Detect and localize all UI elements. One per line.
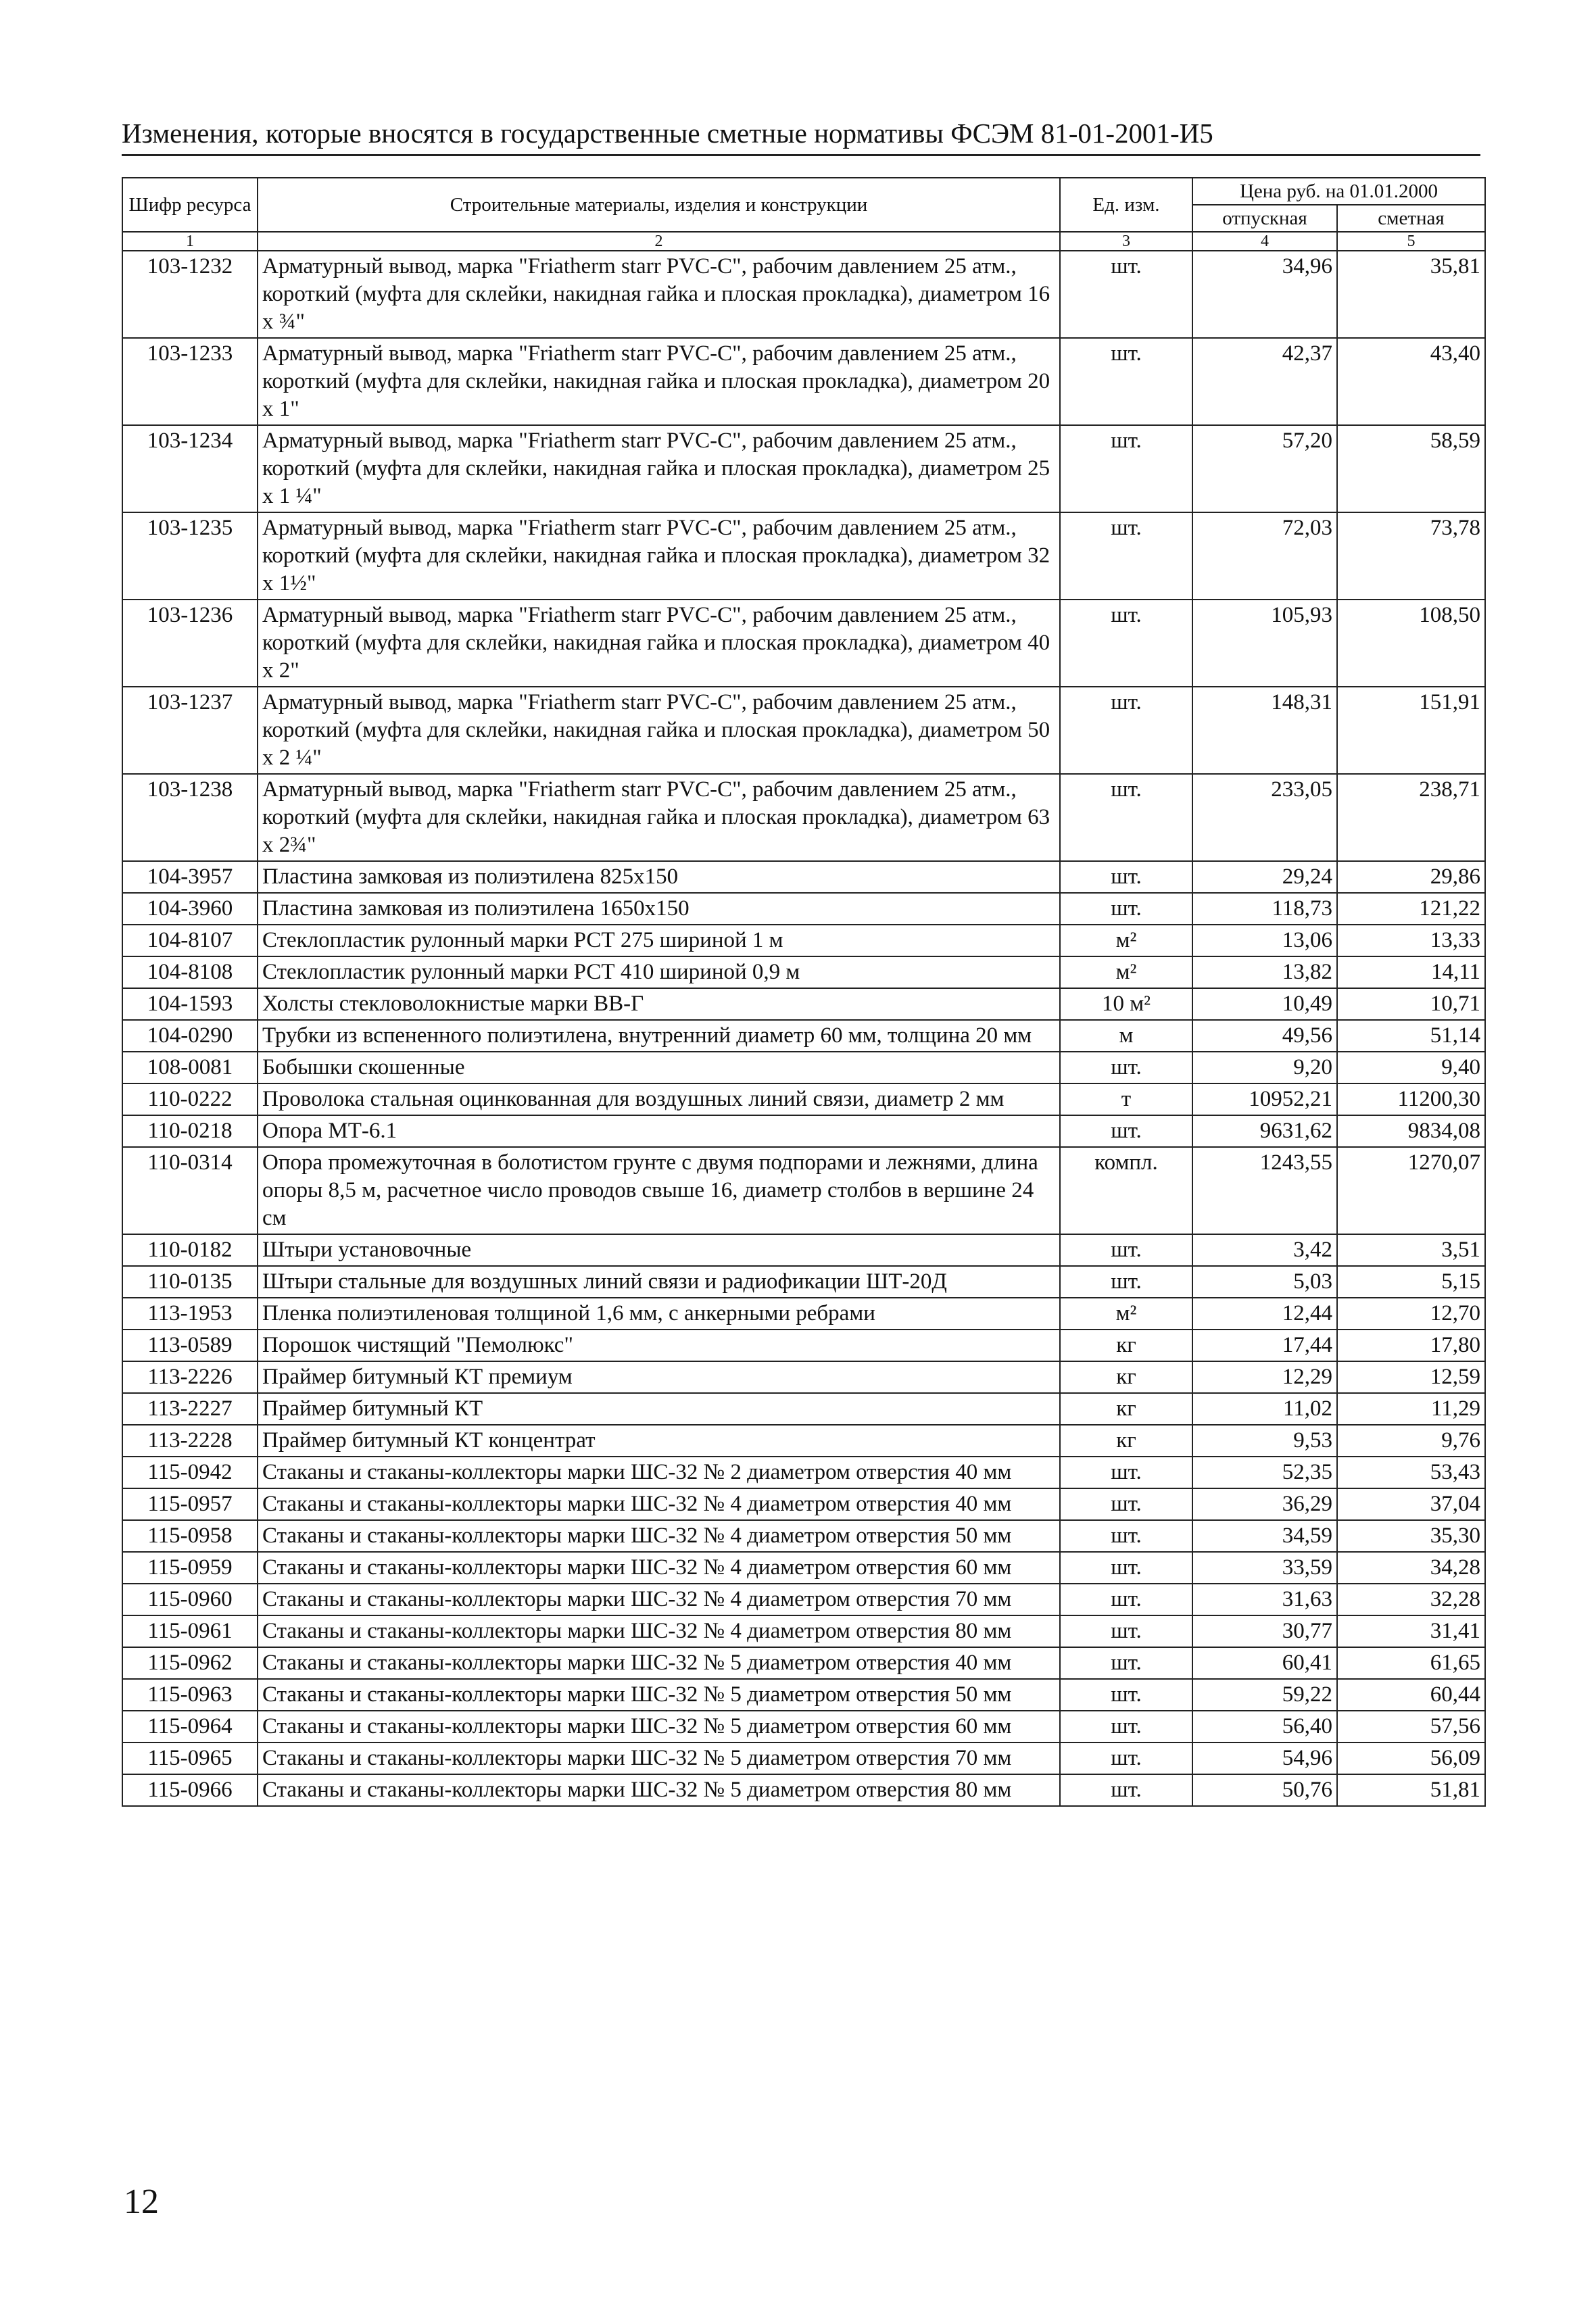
release-price: 72,03 xyxy=(1192,512,1337,600)
unit: шт. xyxy=(1060,1115,1192,1147)
table-row xyxy=(122,988,1485,1020)
unit: шт. xyxy=(1060,425,1192,512)
table-row xyxy=(122,1457,1485,1488)
column-header-price-group: Цена руб. на 01.01.2000 xyxy=(1192,178,1485,205)
material-name: Арматурный вывод, марка "Friatherm starr PVC-C", рабочим давлением 25 атм., короткий (муфта для склейки, накидная гайка и плоская прокладка), диаметром 16 х ¾" xyxy=(258,251,1060,338)
material-name: Стаканы и стаканы-коллекторы марки ШС-32 № 4 диаметром отверстия 70 мм xyxy=(258,1584,1060,1615)
unit: кг xyxy=(1060,1330,1192,1361)
material-name: Стаканы и стаканы-коллекторы марки ШС-32 № 4 диаметром отверстия 50 мм xyxy=(258,1520,1060,1552)
column-number: 1 xyxy=(122,232,258,251)
release-price: 33,59 xyxy=(1192,1552,1337,1584)
material-name: Трубки из вспененного полиэтилена, внутренний диаметр 60 мм, толщина 20 мм xyxy=(258,1020,1060,1052)
material-name: Штыри стальные для воздушных линий связи и радиофикации ШТ-20Д xyxy=(258,1266,1060,1298)
release-price: 118,73 xyxy=(1192,893,1337,925)
resource-code: 103-1234 xyxy=(122,425,258,512)
unit: кг xyxy=(1060,1425,1192,1457)
release-price: 5,03 xyxy=(1192,1266,1337,1298)
column-header-name: Строительные материалы, изделия и конструкции xyxy=(258,178,1060,232)
unit: шт. xyxy=(1060,1052,1192,1083)
unit: т xyxy=(1060,1083,1192,1115)
column-number: 2 xyxy=(258,232,1060,251)
estimate-price: 61,65 xyxy=(1337,1647,1485,1679)
material-name: Стаканы и стаканы-коллекторы марки ШС-32 № 5 диаметром отверстия 50 мм xyxy=(258,1679,1060,1711)
table-row xyxy=(122,1520,1485,1552)
unit: шт. xyxy=(1060,600,1192,687)
unit: м² xyxy=(1060,925,1192,956)
release-price: 9631,62 xyxy=(1192,1115,1337,1147)
estimate-price: 108,50 xyxy=(1337,600,1485,687)
material-name: Стеклопластик рулонный марки РСТ 410 шириной 0,9 м xyxy=(258,956,1060,988)
resource-code: 115-0958 xyxy=(122,1520,258,1552)
resource-code: 104-1593 xyxy=(122,988,258,1020)
table-row xyxy=(122,1266,1485,1298)
unit: шт. xyxy=(1060,1520,1192,1552)
table-row xyxy=(122,251,1485,338)
resource-price-table xyxy=(122,177,1486,1807)
estimate-price: 12,59 xyxy=(1337,1361,1485,1393)
material-name: Холсты стекловолокнистые марки ВВ-Г xyxy=(258,988,1060,1020)
table-row xyxy=(122,425,1485,512)
estimate-price: 31,41 xyxy=(1337,1615,1485,1647)
table-row xyxy=(122,1711,1485,1743)
release-price: 29,24 xyxy=(1192,861,1337,893)
estimate-price: 35,81 xyxy=(1337,251,1485,338)
release-price: 148,31 xyxy=(1192,687,1337,774)
estimate-price: 43,40 xyxy=(1337,338,1485,425)
unit: шт. xyxy=(1060,1266,1192,1298)
page-header: Изменения, которые вносятся в государственные сметные нормативы ФСЭМ 81-01-2001-И5 xyxy=(122,116,1480,156)
table-row xyxy=(122,1083,1485,1115)
unit: шт. xyxy=(1060,774,1192,861)
release-price: 56,40 xyxy=(1192,1711,1337,1743)
material-name: Стеклопластик рулонный марки РСТ 275 шириной 1 м xyxy=(258,925,1060,956)
material-name: Стаканы и стаканы-коллекторы марки ШС-32 № 5 диаметром отверстия 70 мм xyxy=(258,1743,1060,1774)
release-price: 60,41 xyxy=(1192,1647,1337,1679)
resource-code: 115-0957 xyxy=(122,1488,258,1520)
table-row xyxy=(122,1488,1485,1520)
material-name: Праймер битумный КТ концентрат xyxy=(258,1425,1060,1457)
unit: шт. xyxy=(1060,1552,1192,1584)
material-name: Стаканы и стаканы-коллекторы марки ШС-32 № 5 диаметром отверстия 60 мм xyxy=(258,1711,1060,1743)
unit: шт. xyxy=(1060,1584,1192,1615)
table-row xyxy=(122,956,1485,988)
material-name: Опора МТ-6.1 xyxy=(258,1115,1060,1147)
unit: компл. xyxy=(1060,1147,1192,1234)
material-name: Проволока стальная оцинкованная для воздушных линий связи, диаметр 2 мм xyxy=(258,1083,1060,1115)
unit: шт. xyxy=(1060,1457,1192,1488)
release-price: 105,93 xyxy=(1192,600,1337,687)
resource-code: 103-1238 xyxy=(122,774,258,861)
resource-code: 115-0963 xyxy=(122,1679,258,1711)
table-row xyxy=(122,1743,1485,1774)
unit: м xyxy=(1060,1020,1192,1052)
material-name: Пластина замковая из полиэтилена 825х150 xyxy=(258,861,1060,893)
estimate-price: 51,81 xyxy=(1337,1774,1485,1806)
material-name: Праймер битумный КТ xyxy=(258,1393,1060,1425)
estimate-price: 56,09 xyxy=(1337,1743,1485,1774)
material-name: Штыри установочные xyxy=(258,1234,1060,1266)
resource-code: 104-0290 xyxy=(122,1020,258,1052)
resource-code: 113-2226 xyxy=(122,1361,258,1393)
release-price: 49,56 xyxy=(1192,1020,1337,1052)
table-row xyxy=(122,1679,1485,1711)
material-name: Арматурный вывод, марка "Friatherm starr PVC-C", рабочим давлением 25 атм., короткий (муфта для склейки, накидная гайка и плоская прокладка), диаметром 20 х 1" xyxy=(258,338,1060,425)
unit: шт. xyxy=(1060,1711,1192,1743)
table-row xyxy=(122,1234,1485,1266)
release-price: 34,96 xyxy=(1192,251,1337,338)
column-number: 3 xyxy=(1060,232,1192,251)
estimate-price: 151,91 xyxy=(1337,687,1485,774)
unit: шт. xyxy=(1060,861,1192,893)
column-header-price-release: отпускная xyxy=(1192,205,1337,232)
resource-code: 104-8108 xyxy=(122,956,258,988)
release-price: 57,20 xyxy=(1192,425,1337,512)
table-row xyxy=(122,600,1485,687)
table-row xyxy=(122,861,1485,893)
resource-code: 113-2227 xyxy=(122,1393,258,1425)
estimate-price: 53,43 xyxy=(1337,1457,1485,1488)
unit: кг xyxy=(1060,1393,1192,1425)
resource-code: 113-1953 xyxy=(122,1298,258,1330)
estimate-price: 5,15 xyxy=(1337,1266,1485,1298)
estimate-price: 13,33 xyxy=(1337,925,1485,956)
estimate-price: 3,51 xyxy=(1337,1234,1485,1266)
estimate-price: 11200,30 xyxy=(1337,1083,1485,1115)
table-row xyxy=(122,925,1485,956)
table-row xyxy=(122,1052,1485,1083)
release-price: 3,42 xyxy=(1192,1234,1337,1266)
resource-code: 103-1236 xyxy=(122,600,258,687)
release-price: 34,59 xyxy=(1192,1520,1337,1552)
estimate-price: 35,30 xyxy=(1337,1520,1485,1552)
estimate-price: 238,71 xyxy=(1337,774,1485,861)
column-header-code: Шифр ресурса xyxy=(122,178,258,232)
release-price: 13,82 xyxy=(1192,956,1337,988)
table-row xyxy=(122,893,1485,925)
release-price: 12,29 xyxy=(1192,1361,1337,1393)
material-name: Стаканы и стаканы-коллекторы марки ШС-32 № 4 диаметром отверстия 80 мм xyxy=(258,1615,1060,1647)
unit: шт. xyxy=(1060,1743,1192,1774)
table-row xyxy=(122,1115,1485,1147)
estimate-price: 9834,08 xyxy=(1337,1115,1485,1147)
resource-code: 103-1233 xyxy=(122,338,258,425)
release-price: 42,37 xyxy=(1192,338,1337,425)
material-name: Праймер битумный КТ премиум xyxy=(258,1361,1060,1393)
column-number: 5 xyxy=(1337,232,1485,251)
resource-code: 115-0961 xyxy=(122,1615,258,1647)
table-row xyxy=(122,774,1485,861)
material-name: Арматурный вывод, марка "Friatherm starr PVC-C", рабочим давлением 25 атм., короткий (муфта для склейки, накидная гайка и плоская прокладка), диаметром 25 х 1 ¼" xyxy=(258,425,1060,512)
estimate-price: 1270,07 xyxy=(1337,1147,1485,1234)
table-row xyxy=(122,1147,1485,1234)
release-price: 9,53 xyxy=(1192,1425,1337,1457)
material-name: Стаканы и стаканы-коллекторы марки ШС-32 № 4 диаметром отверстия 40 мм xyxy=(258,1488,1060,1520)
table-row xyxy=(122,1774,1485,1806)
estimate-price: 14,11 xyxy=(1337,956,1485,988)
table-row xyxy=(122,687,1485,774)
estimate-price: 9,76 xyxy=(1337,1425,1485,1457)
unit: шт. xyxy=(1060,251,1192,338)
material-name: Опора промежуточная в болотистом грунте с двумя подпорами и лежнями, длина опоры 8,5 м, расчетное число проводов свыше 16, диаметр столбов в вершине 24 см xyxy=(258,1147,1060,1234)
release-price: 52,35 xyxy=(1192,1457,1337,1488)
release-price: 30,77 xyxy=(1192,1615,1337,1647)
table-row xyxy=(122,1584,1485,1615)
material-name: Арматурный вывод, марка "Friatherm starr PVC-C", рабочим давлением 25 атм., короткий (муфта для склейки, накидная гайка и плоская прокладка), диаметром 32 х 1½" xyxy=(258,512,1060,600)
estimate-price: 10,71 xyxy=(1337,988,1485,1020)
table-row xyxy=(122,1615,1485,1647)
resource-code: 108-0081 xyxy=(122,1052,258,1083)
resource-code: 115-0960 xyxy=(122,1584,258,1615)
estimate-price: 60,44 xyxy=(1337,1679,1485,1711)
release-price: 9,20 xyxy=(1192,1052,1337,1083)
unit: кг xyxy=(1060,1361,1192,1393)
resource-code: 110-0222 xyxy=(122,1083,258,1115)
release-price: 233,05 xyxy=(1192,774,1337,861)
resource-code: 110-0218 xyxy=(122,1115,258,1147)
release-price: 10,49 xyxy=(1192,988,1337,1020)
unit: 10 м² xyxy=(1060,988,1192,1020)
table-row xyxy=(122,1425,1485,1457)
table-row xyxy=(122,1330,1485,1361)
resource-code: 113-0589 xyxy=(122,1330,258,1361)
unit: шт. xyxy=(1060,512,1192,600)
column-header-unit: Ед. изм. xyxy=(1060,178,1192,232)
release-price: 10952,21 xyxy=(1192,1083,1337,1115)
resource-code: 104-3960 xyxy=(122,893,258,925)
material-name: Стаканы и стаканы-коллекторы марки ШС-32 № 5 диаметром отверстия 80 мм xyxy=(258,1774,1060,1806)
estimate-price: 11,29 xyxy=(1337,1393,1485,1425)
material-name: Пластина замковая из полиэтилена 1650х150 xyxy=(258,893,1060,925)
column-header-price-estimate: сметная xyxy=(1337,205,1485,232)
release-price: 13,06 xyxy=(1192,925,1337,956)
material-name: Бобышки скошенные xyxy=(258,1052,1060,1083)
resource-code: 115-0959 xyxy=(122,1552,258,1584)
material-name: Пленка полиэтиленовая толщиной 1,6 мм, с анкерными ребрами xyxy=(258,1298,1060,1330)
estimate-price: 34,28 xyxy=(1337,1552,1485,1584)
estimate-price: 29,86 xyxy=(1337,861,1485,893)
table-row xyxy=(122,1647,1485,1679)
release-price: 50,76 xyxy=(1192,1774,1337,1806)
unit: шт. xyxy=(1060,687,1192,774)
resource-code: 103-1237 xyxy=(122,687,258,774)
material-name: Порошок чистящий "Пемолюкс" xyxy=(258,1330,1060,1361)
resource-code: 110-0135 xyxy=(122,1266,258,1298)
material-name: Арматурный вывод, марка "Friatherm starr PVC-C", рабочим давлением 25 атм., короткий (муфта для склейки, накидная гайка и плоская прокладка), диаметром 40 х 2" xyxy=(258,600,1060,687)
release-price: 17,44 xyxy=(1192,1330,1337,1361)
unit: шт. xyxy=(1060,1679,1192,1711)
table-row xyxy=(122,512,1485,600)
release-price: 1243,55 xyxy=(1192,1147,1337,1234)
estimate-price: 37,04 xyxy=(1337,1488,1485,1520)
unit: шт. xyxy=(1060,1234,1192,1266)
release-price: 11,02 xyxy=(1192,1393,1337,1425)
column-number: 4 xyxy=(1192,232,1337,251)
unit: м² xyxy=(1060,956,1192,988)
material-name: Арматурный вывод, марка "Friatherm starr PVC-C", рабочим давлением 25 атм., короткий (муфта для склейки, накидная гайка и плоская прокладка), диаметром 50 х 2 ¼" xyxy=(258,687,1060,774)
resource-code: 110-0182 xyxy=(122,1234,258,1266)
release-price: 54,96 xyxy=(1192,1743,1337,1774)
material-name: Стаканы и стаканы-коллекторы марки ШС-32 № 2 диаметром отверстия 40 мм xyxy=(258,1457,1060,1488)
resource-code: 113-2228 xyxy=(122,1425,258,1457)
material-name: Арматурный вывод, марка "Friatherm starr PVC-C", рабочим давлением 25 атм., короткий (муфта для склейки, накидная гайка и плоская прокладка), диаметром 63 х 2¾" xyxy=(258,774,1060,861)
unit: м² xyxy=(1060,1298,1192,1330)
release-price: 31,63 xyxy=(1192,1584,1337,1615)
unit: шт. xyxy=(1060,1615,1192,1647)
resource-code: 115-0942 xyxy=(122,1457,258,1488)
estimate-price: 12,70 xyxy=(1337,1298,1485,1330)
unit: шт. xyxy=(1060,893,1192,925)
estimate-price: 51,14 xyxy=(1337,1020,1485,1052)
page-number: 12 xyxy=(124,2183,159,2221)
table-row xyxy=(122,1020,1485,1052)
column-numbering-row xyxy=(122,232,1485,251)
table-row xyxy=(122,1298,1485,1330)
unit: шт. xyxy=(1060,1774,1192,1806)
table-row xyxy=(122,1552,1485,1584)
estimate-price: 57,56 xyxy=(1337,1711,1485,1743)
estimate-price: 73,78 xyxy=(1337,512,1485,600)
table-row xyxy=(122,338,1485,425)
release-price: 59,22 xyxy=(1192,1679,1337,1711)
material-name: Стаканы и стаканы-коллекторы марки ШС-32 № 5 диаметром отверстия 40 мм xyxy=(258,1647,1060,1679)
release-price: 36,29 xyxy=(1192,1488,1337,1520)
release-price: 12,44 xyxy=(1192,1298,1337,1330)
estimate-price: 17,80 xyxy=(1337,1330,1485,1361)
resource-code: 110-0314 xyxy=(122,1147,258,1234)
resource-code: 115-0962 xyxy=(122,1647,258,1679)
estimate-price: 32,28 xyxy=(1337,1584,1485,1615)
resource-code: 104-8107 xyxy=(122,925,258,956)
resource-code: 103-1232 xyxy=(122,251,258,338)
estimate-price: 58,59 xyxy=(1337,425,1485,512)
resource-code: 115-0965 xyxy=(122,1743,258,1774)
resource-code: 104-3957 xyxy=(122,861,258,893)
resource-code: 103-1235 xyxy=(122,512,258,600)
material-name: Стаканы и стаканы-коллекторы марки ШС-32 № 4 диаметром отверстия 60 мм xyxy=(258,1552,1060,1584)
table-row xyxy=(122,1393,1485,1425)
estimate-price: 9,40 xyxy=(1337,1052,1485,1083)
unit: шт. xyxy=(1060,1488,1192,1520)
resource-code: 115-0966 xyxy=(122,1774,258,1806)
unit: шт. xyxy=(1060,338,1192,425)
table-row xyxy=(122,1361,1485,1393)
estimate-price: 121,22 xyxy=(1337,893,1485,925)
unit: шт. xyxy=(1060,1647,1192,1679)
resource-code: 115-0964 xyxy=(122,1711,258,1743)
